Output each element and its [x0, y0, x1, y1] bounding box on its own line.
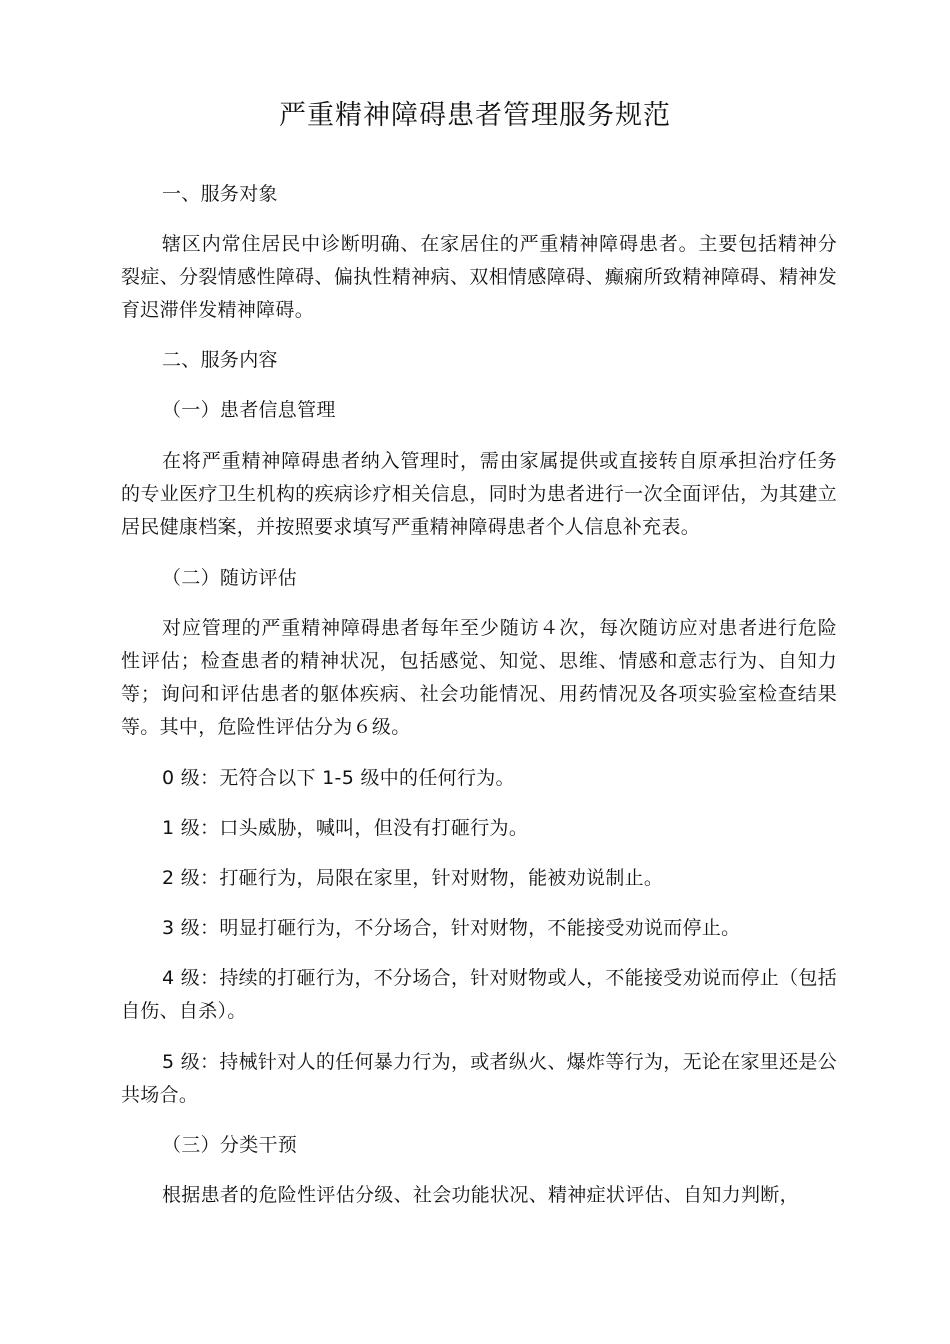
- risk-level-1: 1 级：口头威胁，喊叫，但没有打砸行为。: [162, 817, 529, 839]
- risk-level-0: 0 级：无符合以下 1-5 级中的任何行为。: [162, 767, 515, 789]
- paragraph-patient-info: 在将严重精神障碍患者纳入管理时，需由家属提供或直接转自原承担治疗任务的专业医疗卫生机构的疾病诊疗相关信息，同时为患者进行一次全面评估，为其建立居民健康档案，并按照要求填写严重精神障碍患者个人信息补充表。: [121, 450, 837, 538]
- risk-level-4: 4 级：持续的打砸行为，不分场合，针对财物或人，不能接受劝说而停止（包括自伤、自杀）。: [121, 967, 837, 1022]
- paragraph-follow-up: 对应管理的严重精神障碍患者每年至少随访４次，每次随访应对患者进行危险性评估；检查患者的精神状况，包括感觉、知觉、思维、情感和意志行为、自知力等；询问和评估患者的躯体疾病、社会功能情况、用药情况及各项实验室检查结果等。其中，危险性评估分为６级。: [121, 617, 837, 738]
- paragraph-classified-intervention: 根据患者的危险性评估分级、社会功能状况、精神症状评估、自知力判断，: [162, 1184, 799, 1206]
- document-title: 严重精神障碍患者管理服务规范: [279, 100, 671, 131]
- paragraph-service-target: 辖区内常住居民中诊断明确、在家居住的严重精神障碍患者。主要包括精神分裂症、分裂情感性障碍、偏执性精神病、双相情感障碍、癫痫所致精神障碍、精神发育迟滞伴发精神障碍。: [121, 233, 837, 321]
- risk-level-2: 2 级：打砸行为，局限在家里，针对财物，能被劝说制止。: [162, 867, 664, 889]
- subheading-classified-intervention: （三）分类干预: [162, 1134, 298, 1156]
- section-heading-service-target: 一、服务对象: [162, 183, 278, 205]
- risk-level-5: 5 级：持械针对人的任何暴力行为，或者纵火、爆炸等行为，无论在家里还是公共场合。: [121, 1051, 837, 1106]
- subheading-patient-info: （一）患者信息管理: [162, 399, 336, 421]
- risk-level-3: 3 级：明显打砸行为，不分场合，针对财物，不能接受劝说而停止。: [162, 917, 741, 939]
- section-heading-service-content: 二、服务内容: [162, 349, 278, 371]
- subheading-follow-up: （二）随访评估: [162, 567, 298, 589]
